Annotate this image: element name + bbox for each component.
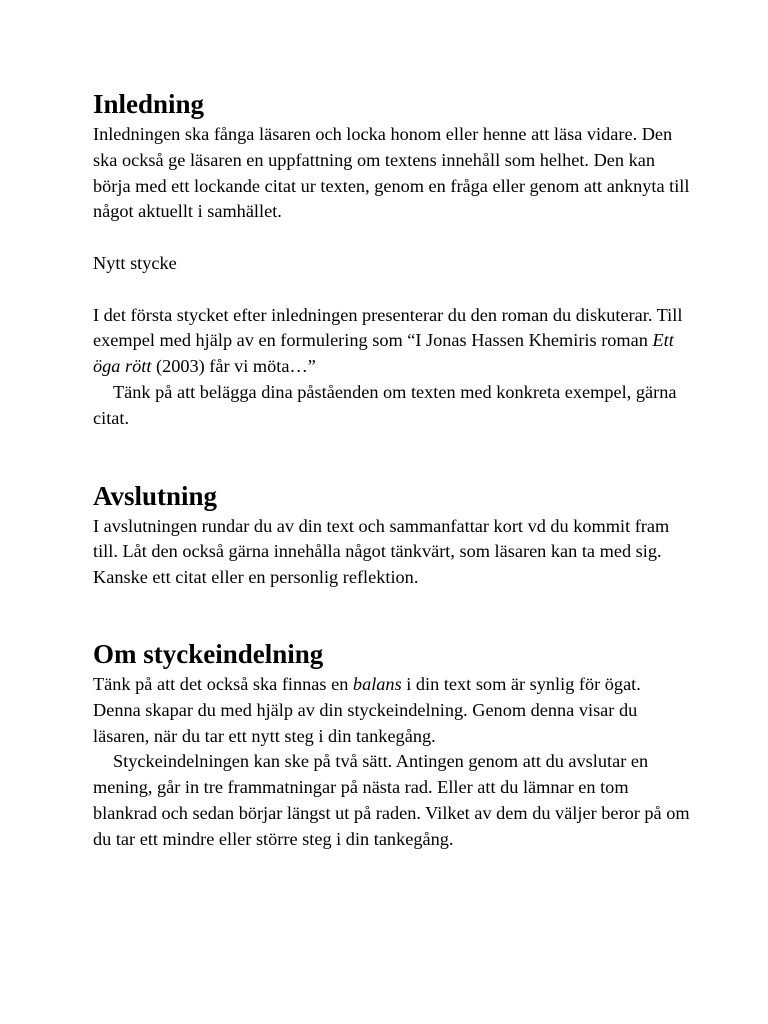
paragraph-roman-intro-text-end: (2003) får vi möta…”: [151, 356, 316, 377]
heading-om-styckeindelning: Om styckeindelning: [93, 638, 324, 669]
paragraph-belagga: Tänk på att belägga dina påståenden om texten med konkreta exempel, gärna citat.: [93, 381, 677, 428]
paragraph-roman-intro: [93, 303, 693, 380]
paragraph-balans-text-end: i din text som är synlig för ögat. Denna skapar du med hjälp av din styckeindelning. Genom denna visar du läsaren, när du tar ett nytt steg i din tankegång.: [93, 673, 641, 746]
section-gap: [93, 432, 693, 478]
paragraph-styckeindelning: Styckeindelningen kan ske på två sätt. Antingen genom att du avslutar en mening, går in tre frammatningar på nästa rad. Eller att du lämnar en tom blankrad och sedan börjar längst ut på raden. Vilket av dem du väljer beror på om du tar ett mindre eller större steg i din tankegång.: [93, 751, 690, 849]
paragraph-avslutning: I avslutningen rundar du av din text och sammanfattar kort vd du kommit fram till. Låt den också gärna innehålla något tänkvärt, som läsaren kan ta med sig. Kanske ett citat eller en personlig reflektion.: [93, 515, 670, 588]
paragraph-inledning: Inledningen ska fånga läsaren och locka honom eller henne att läsa vidare. Den ska också ge läsaren en uppfattning om textens innehåll som helhet. Den kan börja med ett lockande citat ur texten, genom en fråga eller genom att anknyta till något aktuellt i samhället.: [93, 124, 690, 222]
document-page: [93, 86, 693, 853]
emphasis-balans: balans: [352, 673, 402, 694]
paragraph-roman-intro-text: I det första stycket efter inledningen presenterar du den roman du diskuterar. Till exempel med hjälp av en formulering som “I Jonas Hassen Khemiris roman: [93, 304, 683, 351]
book-title: Ett öga rött: [93, 330, 674, 377]
blank-line: [93, 277, 693, 303]
blank-line: [93, 225, 693, 251]
heading-inledning: Inledning: [93, 89, 205, 119]
section-gap: [93, 591, 693, 636]
heading-avslutning: Avslutning: [93, 480, 218, 511]
paragraph-balans-text: Tänk på att det också ska finnas en: [93, 673, 353, 694]
label-nytt-stycke: Nytt stycke: [93, 252, 177, 273]
paragraph-balans: [93, 672, 693, 749]
